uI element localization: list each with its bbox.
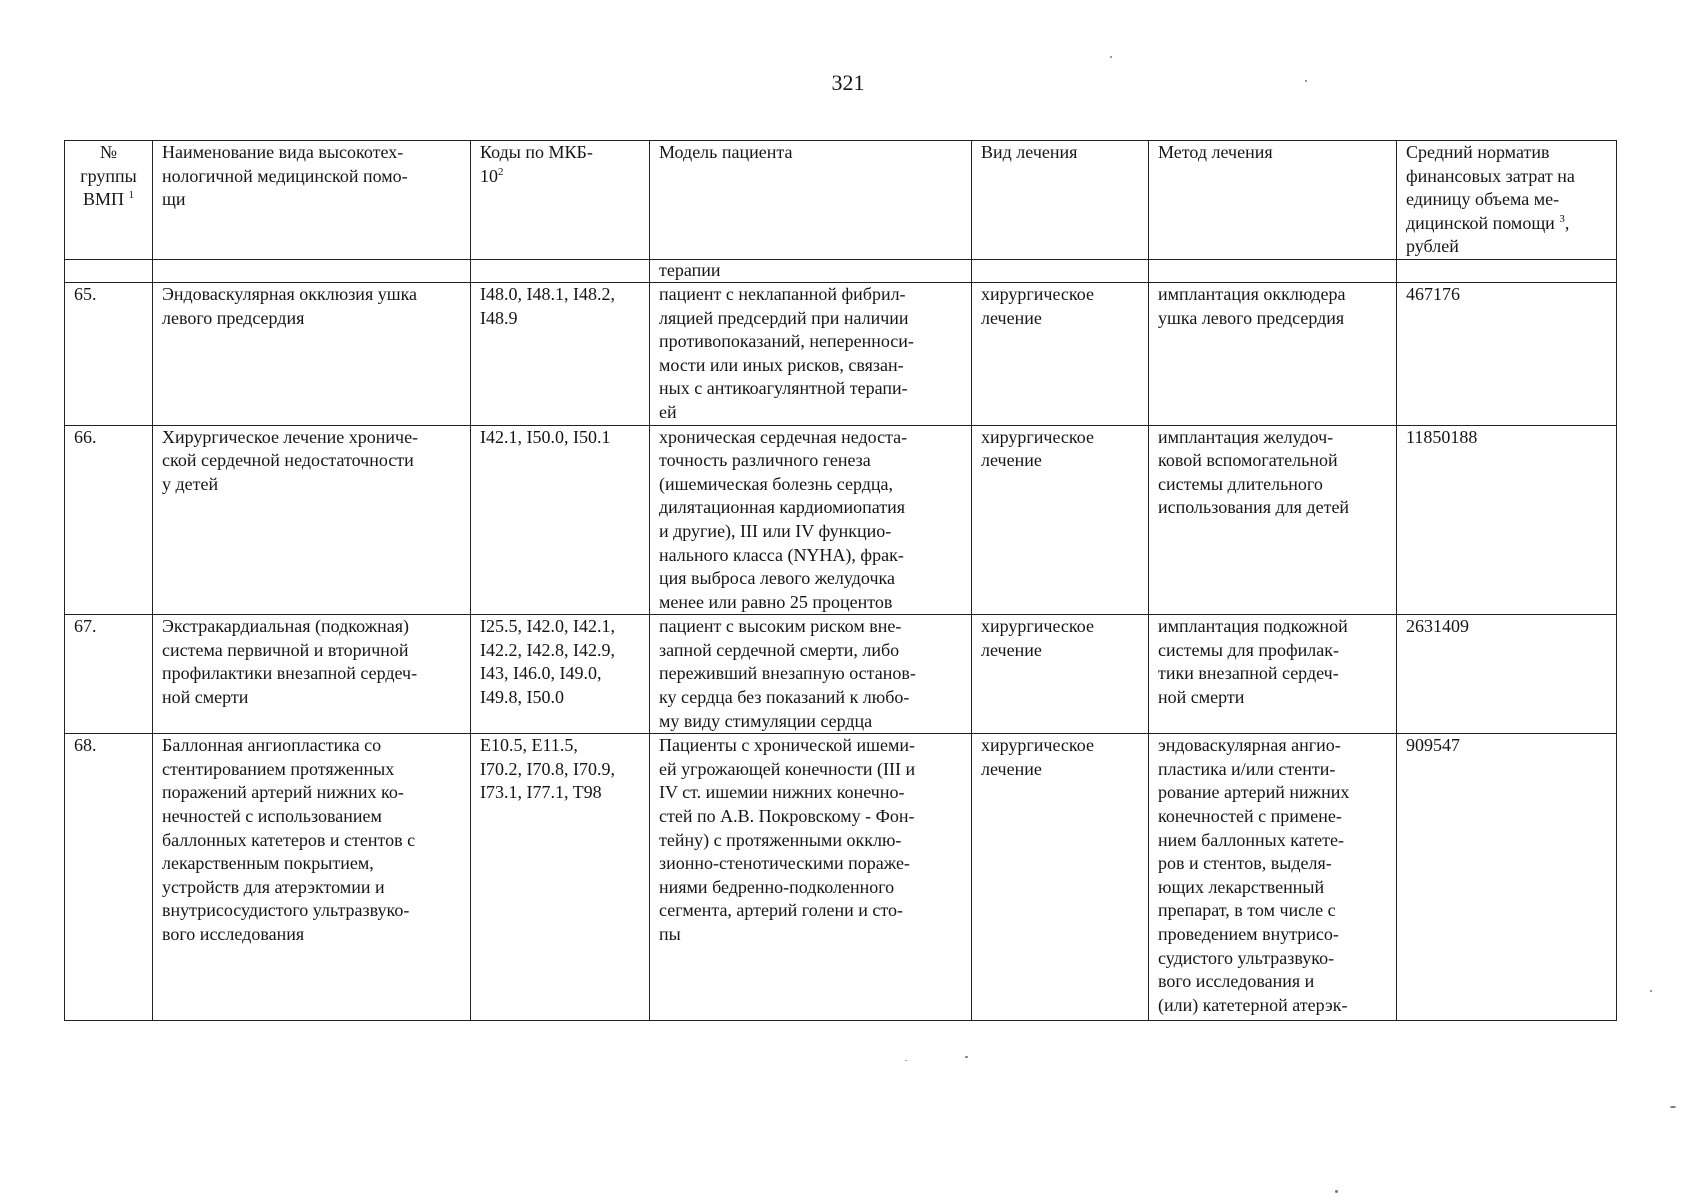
scan-speck [1670, 1106, 1676, 1108]
vmp-table [64, 140, 1617, 1021]
header-icd-codes-text: Коды по МКБ- 10 [480, 142, 593, 186]
cell-empty [153, 259, 471, 282]
cell-group-number: 68. [65, 734, 153, 1021]
cell-treatment-type: хирургическое лечение [972, 615, 1149, 734]
header-vmp-name [153, 141, 471, 260]
cell-empty [65, 259, 153, 282]
table-row [65, 425, 1617, 615]
cell-treatment-method: эндоваскулярная ангио- пластика и/или стенти- рование артерий нижних конечностей с примене- нием баллонных катете- ров и стентов, выделя- ющих лекарственный препарат, в том числе с проведением внутрисо- судистого ультразвуко- вого исследования и (или) катетерной атерэк- [1149, 734, 1397, 1021]
footnote-mark-2: 2 [498, 165, 504, 178]
cell-avg-cost: 11850188 [1397, 425, 1617, 615]
cell-treatment-type: хирургическое лечение [972, 425, 1149, 615]
scan-speck [1650, 990, 1652, 992]
cell-treatment-method: имплантация желудоч- ковой вспомогательной системы длительного использования для детей [1149, 425, 1397, 615]
cell-patient-model: терапии [650, 259, 972, 282]
cell-empty [972, 259, 1149, 282]
cell-avg-cost: 2631409 [1397, 615, 1617, 734]
cell-treatment-method: имплантация окклюдера ушка левого предсердия [1149, 282, 1397, 425]
footnote-mark-3: 3 [1559, 212, 1565, 225]
cell-icd-codes: I48.0, I48.1, I48.2, I48.9 [471, 282, 650, 425]
header-icd-codes [471, 141, 650, 260]
cell-vmp-name: Экстракардиальная (подкожная) система первичной и вторичной профилактики внезапной сердеч- ной смерти [153, 615, 471, 734]
page-number: 321 [831, 70, 865, 95]
header-treatment-method-text: Метод лечения [1158, 142, 1273, 162]
cell-vmp-name: Баллонная ангиопластика со стентированием протяженных поражений артерий нижних ко- нечностей с использованием баллонных катетеров и стентов с лекарственным покрытием, устройств для атерэктомии и внутрисосудистого ультразвуко- вого исследования [153, 734, 471, 1021]
table-header-row [65, 141, 1617, 260]
header-vmp-name-text: Наименование вида высокотех- нологичной медицинской помо- щи [162, 142, 408, 210]
cell-vmp-name: Хирургическое лечение хрониче- ской сердечной недостаточности у детей [153, 425, 471, 615]
header-avg-cost-tail: , рублей [1406, 212, 1570, 257]
cell-icd-codes: E10.5, E11.5, I70.2, I70.8, I70.9, I73.1, I77.1, T98 [471, 734, 650, 1021]
header-patient-model [650, 141, 972, 260]
scan-speck [965, 1056, 968, 1058]
header-avg-cost-text: Средний норматив финансовых затрат на единицу объема ме- дицинской помощи [1406, 142, 1575, 233]
cell-patient-model: пациент с неклапанной фибрил- ляцией предсердий при наличии противопоказаний, неперенноси- мости или иных рисков, связан- ных с антикоагулянтной терапи- ей [650, 282, 972, 425]
header-patient-model-text: Модель пациента [659, 142, 793, 162]
cell-patient-model: хроническая сердечная недоста- точность различного генеза (ишемическая болезнь сердца, дилятационная кардиомиопатия и другие), III или IV функцио- нального класса (NYHA), фрак- ция выброса левого желудочка менее или равно 25 процентов [650, 425, 972, 615]
table-row [65, 615, 1617, 734]
cell-icd-codes: I25.5, I42.0, I42.1, I42.2, I42.8, I42.9, I43, I46.0, I49.0, I49.8, I50.0 [471, 615, 650, 734]
cell-empty [471, 259, 650, 282]
header-treatment-method [1149, 141, 1397, 260]
header-group-number [65, 141, 153, 260]
cell-treatment-type: хирургическое лечение [972, 734, 1149, 1021]
scan-speck [1305, 80, 1307, 82]
cell-avg-cost: 467176 [1397, 282, 1617, 425]
header-group-number-text: № группы ВМП [80, 142, 137, 210]
cell-group-number: 67. [65, 615, 153, 734]
scan-speck [1110, 56, 1112, 58]
cell-patient-model: пациент с высоким риском вне- запной сердечной смерти, либо переживший внезапную останов- ку сердца без показаний к любо- му виду стимуляции сердца [650, 615, 972, 734]
cell-patient-model: Пациенты с хронической ишеми- ей угрожающей конечности (III и IV ст. ишемии нижних конечно- стей по А.В. Покровскому - Фон- тейну) с протяженными окклю- зионно-стенотическими пораже- ниями бедренно-подколенного сегмента, артерий голени и сто- пы [650, 734, 972, 1021]
cell-empty [1149, 259, 1397, 282]
header-treatment-type [972, 141, 1149, 260]
footnote-mark-1: 1 [128, 189, 134, 202]
header-avg-cost [1397, 141, 1617, 260]
table-row-continuation [65, 259, 1617, 282]
scan-speck [905, 1060, 907, 1061]
cell-treatment-type: хирургическое лечение [972, 282, 1149, 425]
cell-icd-codes: I42.1, I50.0, I50.1 [471, 425, 650, 615]
table-row [65, 734, 1617, 1021]
cell-treatment-method: имплантация подкожной системы для профилак- тики внезапной сердеч- ной смерти [1149, 615, 1397, 734]
cell-avg-cost: 909547 [1397, 734, 1617, 1021]
header-treatment-type-text: Вид лечения [981, 142, 1078, 162]
table-row [65, 282, 1617, 425]
cell-vmp-name: Эндоваскулярная окклюзия ушка левого предсердия [153, 282, 471, 425]
cell-empty [1397, 259, 1617, 282]
cell-group-number: 66. [65, 425, 153, 615]
cell-group-number: 65. [65, 282, 153, 425]
scan-speck [1335, 1190, 1338, 1193]
